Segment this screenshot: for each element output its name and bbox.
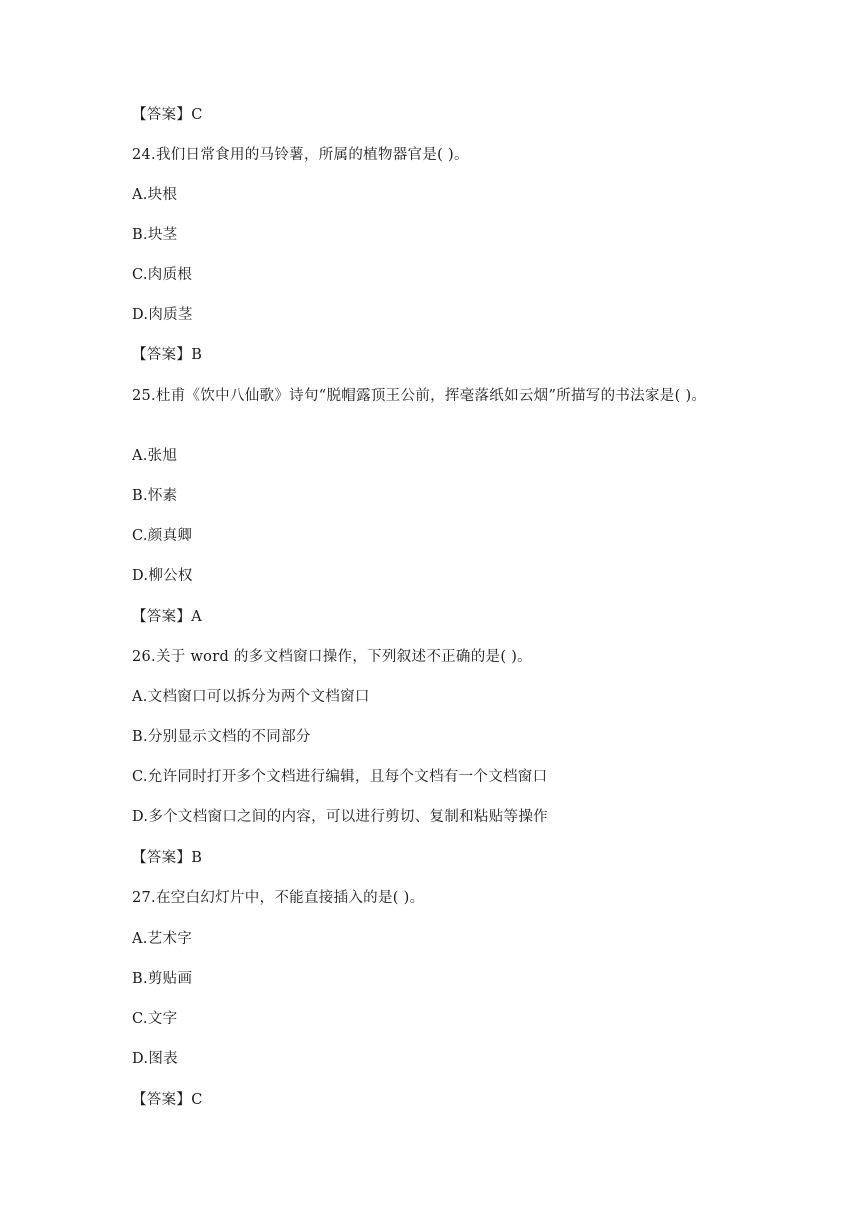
- question-27-option-b: B.剪贴画: [132, 971, 193, 987]
- question-26-stem: 26.关于 word 的多文档窗口操作，下列叙述不正确的是( )。: [132, 649, 532, 665]
- question-24-stem: 24.我们日常食用的马铃薯，所属的植物器官是( )。: [132, 147, 469, 163]
- answer-25: 【答案】A: [132, 609, 202, 625]
- question-24-option-d: D.肉质茎: [132, 307, 193, 323]
- question-24-option-b: B.块茎: [132, 227, 178, 243]
- question-27-option-a: A.艺术字: [132, 931, 193, 947]
- question-27-stem: 27.在空白幻灯片中，不能直接插入的是( )。: [132, 890, 425, 906]
- answer-26: 【答案】B: [132, 850, 203, 866]
- question-26-option-b: B.分别显示文档的不同部分: [132, 729, 311, 745]
- question-26-option-d: D.多个文档窗口之间的内容，可以进行剪切、复制和粘贴等操作: [132, 809, 548, 825]
- question-27-option-c: C.文字: [132, 1011, 178, 1027]
- question-27-option-d: D.图表: [132, 1051, 178, 1067]
- question-24-option-a: A.块根: [132, 187, 178, 203]
- question-25-option-a: A.张旭: [132, 448, 178, 464]
- question-25-stem: 25.杜甫《饮中八仙歌》诗句“脱帽露顶王公前，挥毫落纸如云烟”所描写的书法家是( )。: [132, 388, 707, 404]
- answer-27: 【答案】C: [132, 1092, 203, 1108]
- question-26-option-c: C.允许同时打开多个文档进行编辑，且每个文档有一个文档窗口: [132, 769, 548, 785]
- question-24-option-c: C.肉质根: [132, 267, 193, 283]
- question-25-option-d: D.柳公权: [132, 568, 193, 584]
- question-25-option-c: C.颜真卿: [132, 528, 193, 544]
- answer-23: 【答案】C: [132, 107, 203, 123]
- answer-24: 【答案】B: [132, 347, 203, 363]
- question-25-option-b: B.怀素: [132, 488, 178, 504]
- question-26-option-a: A.文档窗口可以拆分为两个文档窗口: [132, 689, 370, 705]
